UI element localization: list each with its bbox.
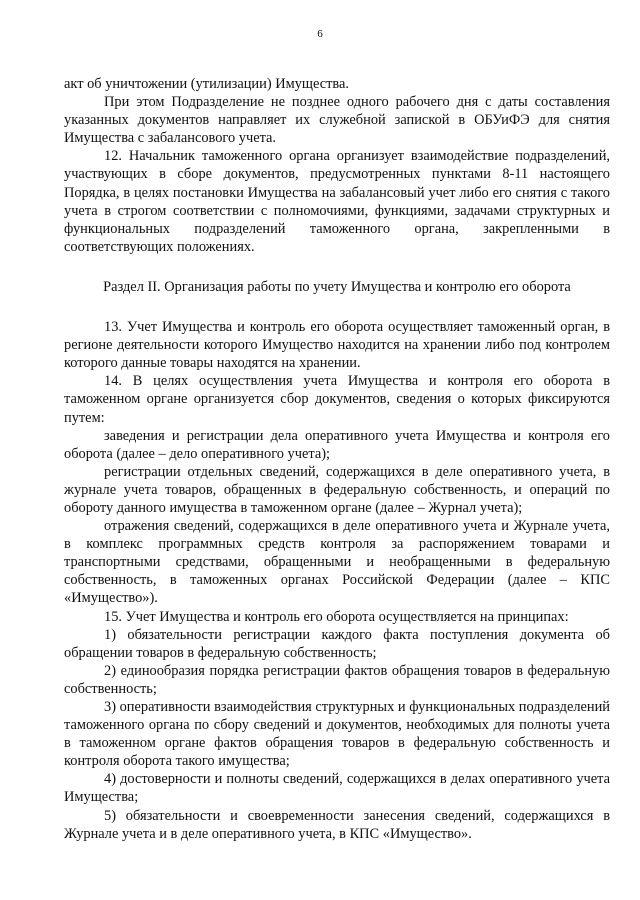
paragraph-item-13: 13. Учет Имущества и контроль его оборота осуществляет таможенный орган, в регионе деятельности которого Имущество находится на хранении либо под контролем которого данные товары находятся на хранении. bbox=[64, 319, 610, 372]
paragraph: регистрации отдельных сведений, содержащихся в деле оперативного учета, в журнале учета товаров, обращенных в федеральную собственность, и операций по обороту данного имущества в таможенном органе (далее – Журнал учета); bbox=[64, 463, 610, 516]
paragraph: отражения сведений, содержащихся в деле оперативного учета и Журнале учета, в комплекс программных средств контроля за распоряжением товарами и транспортными средствами, обращенными и необращенными в федеральную собственность, в таможенных органах Российской Федерации (далее – КПС «Имущество»). bbox=[64, 518, 610, 607]
list-item: 3) оперативности взаимодействия структурных и функциональных подразделений таможенного органа по сбору сведений и документов, необходимых для полноты учета в таможенном органе фактов обращения товаров в федеральную собственность и контроля оборота такого имущества; bbox=[64, 699, 610, 770]
paragraph-continuation: акт об уничтожении (утилизации) Имущества. bbox=[64, 76, 350, 92]
list-item: 1) обязательности регистрации каждого факта поступления документа об обращении товаров в федеральную собственность; bbox=[64, 626, 610, 661]
paragraph-item-15: 15. Учет Имущества и контроль его оборота осуществляется на принципах: bbox=[104, 608, 569, 625]
paragraph-item-14: 14. В целях осуществления учета Имущества и контроля его оборота в таможенном органе организуется сбор документов, сведения о которых фиксируются путем: bbox=[64, 373, 610, 426]
paragraph: заведения и регистрации дела оперативного учета Имущества и контроля его оборота (далее – дело оперативного учета); bbox=[64, 427, 610, 462]
paragraph-item-12: 12. Начальник таможенного органа организует взаимодействие подразделений, участвующих в сборе документов, предусмотренных пунктами 8-11 настоящего Порядка, в целях постановки Имущества на забалансовый учет либо его снятия с такого учета в строгом соответствии с полномочиями, функциями, задачами структурных и функциональных подразделений таможенного органа, закрепленными в соответствующих положениях. bbox=[64, 148, 610, 255]
section-heading: Раздел II. Организация работы по учету Имущества и контролю его оборота bbox=[103, 278, 571, 295]
document-body bbox=[64, 75, 610, 843]
list-item: 4) достоверности и полноты сведений, содержащихся в делах оперативного учета Имущества; bbox=[64, 771, 610, 806]
paragraph: При этом Подразделение не позднее одного рабочего дня с даты составления указанных документов направляет их служебной запиской в ОБУиФЭ для снятия Имущества с забалансового учета. bbox=[64, 94, 610, 147]
list-item: 5) обязательности и своевременности занесения сведений, содержащихся в Журнале учета и в деле оперативного учета, в КПС «Имущество». bbox=[64, 807, 610, 842]
page-number: 6 bbox=[317, 28, 323, 40]
list-item: 2) единообразия порядка регистрации фактов обращения товаров в федеральную собственность; bbox=[64, 662, 610, 697]
